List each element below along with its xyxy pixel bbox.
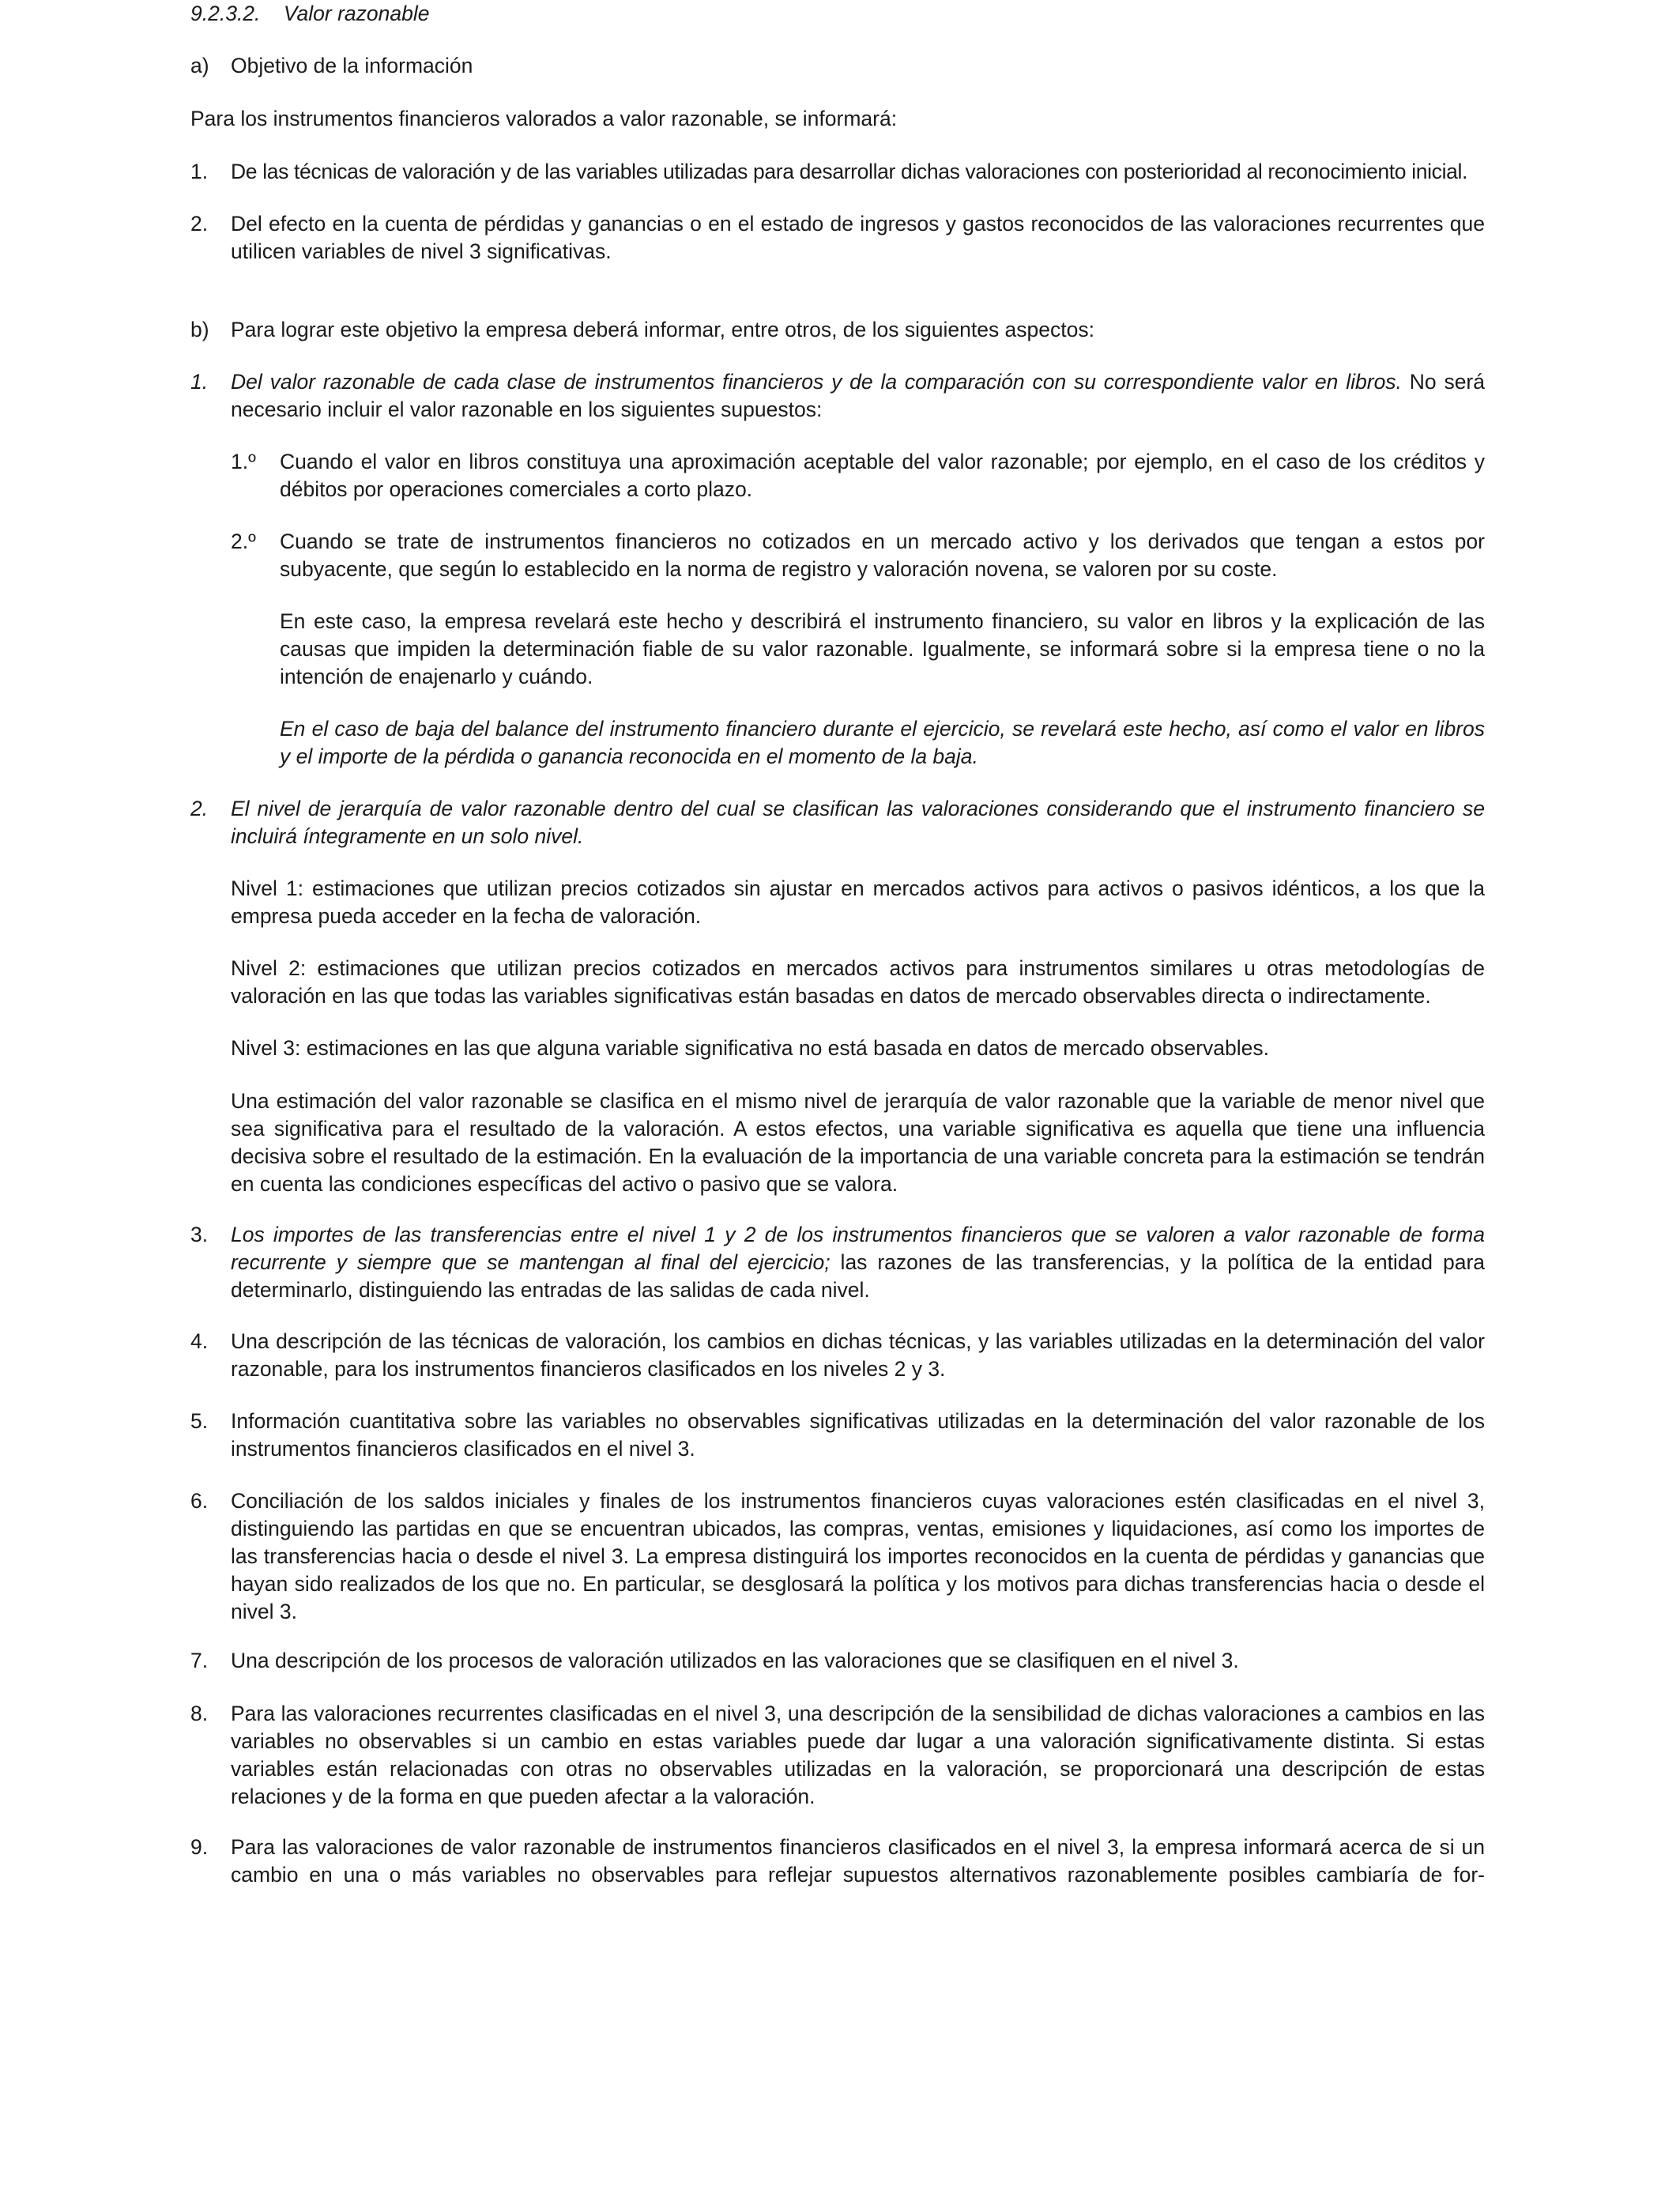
- section-heading: [190, 0, 430, 28]
- list-item-text: Para las valoraciones recurrentes clasificadas en el nivel 3, una descripción de la sensibilidad de dichas valoraciones a cambios en las variables no observables si un cambio en estas variables puede dar lugar a una valoración significativamente distinta. Si estas variables están relacionadas con otras no observables utilizadas en la valoración, se proporcionará una descripción de estas relaciones y de la forma en que pueden afectar a la valoración.: [231, 1702, 1485, 1808]
- subsection-a-marker: a): [190, 54, 209, 77]
- list-item-plain-text: las razones de las transferencias, y la política de la entidad para determinarlo, distinguiendo las entradas de las salidas de cada nivel.: [231, 1250, 1486, 1302]
- sublist-item-2: [190, 528, 1485, 583]
- list-item-a2: [190, 210, 1485, 266]
- list-item-text: Conciliación de los saldos iniciales y finales de los instrumentos financieros cuyas valoraciones estén clasificadas en el nivel 3, distinguiendo las partidas en que se encuentran ubicados, las compras, ventas, emisiones y liquidaciones, así como los importes de las transferencias hacia o desde el nivel 3. La empresa distinguirá los importes reconocidos en la cuenta de pérdidas y ganancias que hayan sido realizados de los que no. En particular, se desglosará la política y los motivos para dichas transferencias hacia o desde el nivel 3.: [231, 1489, 1485, 1623]
- list-item-italic-text: Los importes de las transferencias entre el nivel 1 y 2 de los instrumentos financieros que se valoren a valor razonable de forma recurrente y siempre que se mantengan al final del ejercicio;: [231, 1223, 1485, 1274]
- list-item-text: Para las valoraciones de valor razonable de instrumentos financieros clasificados en el nivel 3, la empresa informará acerca de si un cambio en una o más variables no observables para reflejar supuestos alternativos razonablemente posibles cambiaría de for-: [231, 1835, 1485, 1887]
- list-item-b8: [190, 1700, 1485, 1811]
- list-item-text: Información cuantitativa sobre las variables no observables significativas utilizadas en la determinación del valor razonable de los instrumentos financieros clasificados en el nivel 3.: [231, 1409, 1485, 1461]
- list-item-b5: [190, 1408, 1485, 1463]
- list-item-number: 7.: [190, 1649, 209, 1672]
- list-item-text: Del efecto en la cuenta de pérdidas y ganancias o en el estado de ingresos y gastos reconocidos de las valoraciones recurrentes que utilicen variables de nivel 3 significativas.: [231, 212, 1485, 263]
- subsection-b-title: Para lograr este objetivo la empresa deberá informar, entre otros, de los siguientes aspectos:: [231, 318, 1094, 341]
- subsection-a-title: Objetivo de la información: [231, 54, 473, 77]
- list-item-number: 1.: [190, 160, 209, 183]
- list-item-text: De las técnicas de valoración y de las variables utilizadas para desarrollar dichas valoraciones con posterioridad al reconocimiento inicial.: [231, 160, 1468, 183]
- list-item-b1: [190, 368, 1485, 424]
- list-item-plain-text: No será necesario incluir el valor razonable en los siguientes supuestos:: [231, 370, 1485, 421]
- list-item-text: Una descripción de los procesos de valoración utilizados en las valoraciones que se clasifiquen en el nivel 3.: [231, 1649, 1239, 1672]
- list-item-number: 8.: [190, 1702, 209, 1725]
- paragraph-nivel-2: Nivel 2: estimaciones que utilizan precios cotizados en mercados activos para instrumentos similares u otras metodologías de valoración en las que todas las variables significativas están basadas en datos de mercado observables directa o indirectamente.: [231, 956, 1485, 1008]
- list-item-text: [190, 1221, 1485, 1304]
- list-item-b4: [190, 1328, 1485, 1383]
- list-item-number: 4.: [190, 1329, 209, 1353]
- list-item-b9: [190, 1834, 1485, 1889]
- sublist-item-number: 2.º: [231, 530, 256, 553]
- list-item-text: Una descripción de las técnicas de valoración, los cambios en dichas técnicas, y las variables utilizadas en la determinación del valor razonable, para los instrumentos financieros clasificados en los niveles 2 y 3.: [231, 1329, 1485, 1381]
- list-item-text: [190, 368, 1485, 424]
- list-item-b2: [190, 795, 1485, 850]
- list-item-number: 2.: [190, 212, 209, 236]
- subsection-b-heading: [190, 316, 1485, 344]
- section-title: Valor razonable: [283, 2, 430, 25]
- subsection-a-heading: [190, 52, 1485, 80]
- section-number: 9.2.3.2.: [190, 2, 261, 25]
- list-item-b6: [190, 1487, 1485, 1626]
- list-item-text: El nivel de jerarquía de valor razonable dentro del cual se clasifican las valoraciones considerando que el instrumento financiero se incluirá íntegramente en un solo nivel.: [231, 797, 1485, 848]
- subsection-a-intro: Para los instrumentos financieros valorados a valor razonable, se informará:: [190, 107, 898, 130]
- sublist-item-number: 1.º: [231, 450, 256, 473]
- list-item-number: 3.: [190, 1223, 209, 1246]
- list-item-a1: [190, 158, 1485, 186]
- list-item-number: 5.: [190, 1409, 209, 1433]
- list-item-number: 6.: [190, 1489, 209, 1513]
- paragraph-derecognition-note: En el caso de baja del balance del instrumento financiero durante el ejercicio, se revelará este hecho, así como el valor en libros y el importe de la pérdida o ganancia reconocida en el momento de la baja.: [280, 717, 1485, 768]
- list-item-number: 9.: [190, 1835, 209, 1859]
- sublist-item-1: [190, 448, 1485, 503]
- subsection-b-marker: b): [190, 318, 209, 341]
- paragraph-nivel-1: Nivel 1: estimaciones que utilizan precios cotizados sin ajustar en mercados activos para activos o pasivos idénticos, a los que la empresa pueda acceder en la fecha de valoración.: [231, 876, 1485, 928]
- list-item-number: 2.: [190, 797, 209, 820]
- sublist-item-text: Cuando el valor en libros constituya una aproximación aceptable del valor razonable; por ejemplo, en el caso de los créditos y débitos por operaciones comerciales a corto plazo.: [280, 450, 1485, 501]
- list-item-number: 1.: [190, 370, 209, 394]
- paragraph-nivel-3: Nivel 3: estimaciones en las que alguna variable significativa no está basada en datos de mercado observables.: [231, 1036, 1270, 1060]
- list-item-b3: [190, 1221, 1485, 1304]
- paragraph-fair-value-hierarchy: Una estimación del valor razonable se clasifica en el mismo nivel de jerarquía de valor razonable que la variable de menor nivel que sea significativa para el resultado de la valoración. A estos efectos, una variable significativa es aquella que tiene una influencia decisiva sobre el resultado de la estimación. En la evaluación de la importancia de una variable concreta para la estimación se tendrán en cuenta las condiciones específicas del activo o pasivo que se valora.: [231, 1089, 1485, 1196]
- sublist-item-text: Cuando se trate de instrumentos financieros no cotizados en un mercado activo y los derivados que tengan a estos por subyacente, que según lo establecido en la norma de registro y valoración novena, se valoren por su coste.: [280, 530, 1485, 581]
- paragraph-case-note: En este caso, la empresa revelará este hecho y describirá el instrumento financiero, su valor en libros y la explicación de las causas que impiden la determinación fiable de su valor razonable. Igualmente, se informará sobre si la empresa tiene o no la intención de enajenarlo y cuándo.: [280, 609, 1485, 688]
- list-item-italic-text: Del valor razonable de cada clase de instrumentos financieros y de la comparación con su correspondiente valor en libros.: [231, 370, 1402, 394]
- list-item-b7: [190, 1647, 1485, 1675]
